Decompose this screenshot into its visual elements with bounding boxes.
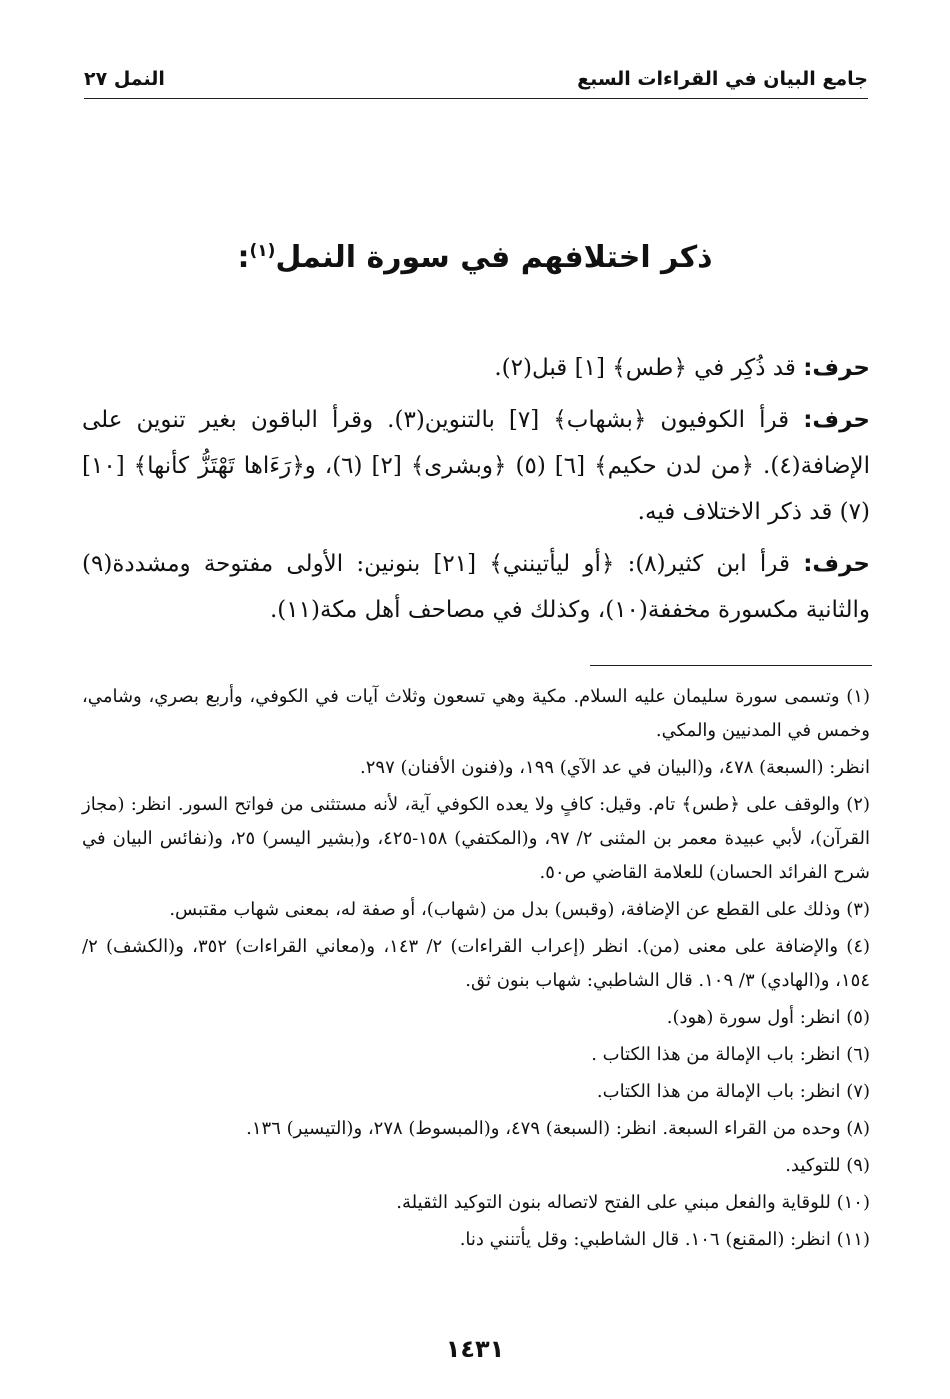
paragraph-lead: حرف: — [803, 407, 871, 433]
chapter-title-text: ذكر اختلافهم في سورة النمل — [275, 240, 713, 275]
main-text — [82, 345, 870, 639]
section-label: النمل ٢٧ — [84, 68, 165, 90]
footnote-separator — [590, 665, 872, 666]
footnote: (١) وتسمى سورة سليمان عليه السلام. مكية وهي تسعون وثلاث آيات في الكوفي، وأربع بصري، وشامي، وخمس في المدنيين والمكي. — [82, 686, 870, 741]
title-footnote-ref: (١) — [249, 241, 276, 261]
footnote: (٩) للتوكيد. — [785, 1155, 870, 1176]
paragraph — [82, 541, 870, 633]
footnotes — [82, 680, 870, 1260]
footnote: (٨) وحده من القراء السبعة. انظر: (السبعة) ٤٧٩، و(المبسوط) ٢٧٨، و(التيسير) ١٣٦. — [246, 1118, 870, 1139]
paragraph-text: قرأ الكوفيون ﴿بشهاب﴾ [٧] بالتنوين(٣). وقرأ الباقون بغير تنوين على الإضافة(٤). ﴿من لدن حكيم﴾ [٦] (٥) ﴿وبشرى﴾ [٢] (٦)، و﴿رَءَاها تَهْتَزُّ كأنها﴾ [١٠] (٧) قد ذكر الاختلاف فيه. — [82, 407, 871, 525]
page-number: ١٤٣١ — [445, 1335, 505, 1363]
paragraph-text: قد ذُكِر في ﴿طس﴾ [١] قبل(٢). — [494, 355, 796, 381]
chapter-title — [90, 240, 860, 275]
paragraph-text: قرأ ابن كثير(٨): ﴿أو ليأتينني﴾ [٢١] بنونين: الأولى مفتوحة ومشددة(٩) والثانية مكسورة مخففة(١٠)، وكذلك في مصاحف أهل مكة(١١). — [82, 551, 870, 623]
title-suffix: : — [237, 240, 250, 275]
footnote: (٤) والإضافة على معنى (من). انظر (إعراب القراءات) ٢/ ١٤٣، و(معاني القراءات) ٣٥٢، و(الكشف) ٢/ ١٥٤، و(الهادي) ٣/ ١٠٩. قال الشاطبي: شهاب بنون ثق. — [82, 936, 871, 991]
paragraph-lead: حرف: — [803, 551, 870, 577]
footnote: (٢) والوقف على ﴿طس﴾ تام. وقيل: كافٍ ولا يعده الكوفي آية، لأنه مستثنى من فواتح السور. انظر: (مجاز القرآن)، لأبي عبيدة معمر بن المثنى ٢/ ٩٧، و(المكتفي) ١٥٨-٤٢٥، و(بشير اليسر) ٢٥، و(نفائس البيان في شرح الفرائد الحسان) للعلامة القاضي ص٥٠. — [82, 794, 870, 883]
paragraph-lead: حرف: — [803, 355, 870, 381]
footnote: (٧) انظر: باب الإمالة من هذا الكتاب. — [596, 1081, 870, 1102]
book-title: جامع البيان في القراءات السبع — [577, 68, 868, 90]
footnote: (٥) انظر: أول سورة (هود). — [666, 1007, 870, 1028]
footnote: (١١) انظر: (المقنع) ١٠٦. قال الشاطبي: وقل يأتنني دنا. — [459, 1229, 870, 1250]
running-header — [84, 62, 868, 99]
footnote: (٦) انظر: باب الإمالة من هذا الكتاب . — [591, 1044, 870, 1065]
paragraph — [82, 397, 870, 535]
paragraph — [82, 345, 870, 391]
footnote: (١٠) للوقاية والفعل مبني على الفتح لاتصاله بنون التوكيد الثقيلة. — [396, 1192, 870, 1213]
footnote: (٣) وذلك على القطع عن الإضافة، (وقبس) بدل من (شهاب)، أو صفة له، بمعنى شهاب مقتبس. — [169, 899, 870, 920]
footnote: انظر: (السبعة) ٤٧٨، و(البيان في عد الآي) ١٩٩، و(فنون الأفنان) ٢٩٧. — [360, 757, 870, 778]
